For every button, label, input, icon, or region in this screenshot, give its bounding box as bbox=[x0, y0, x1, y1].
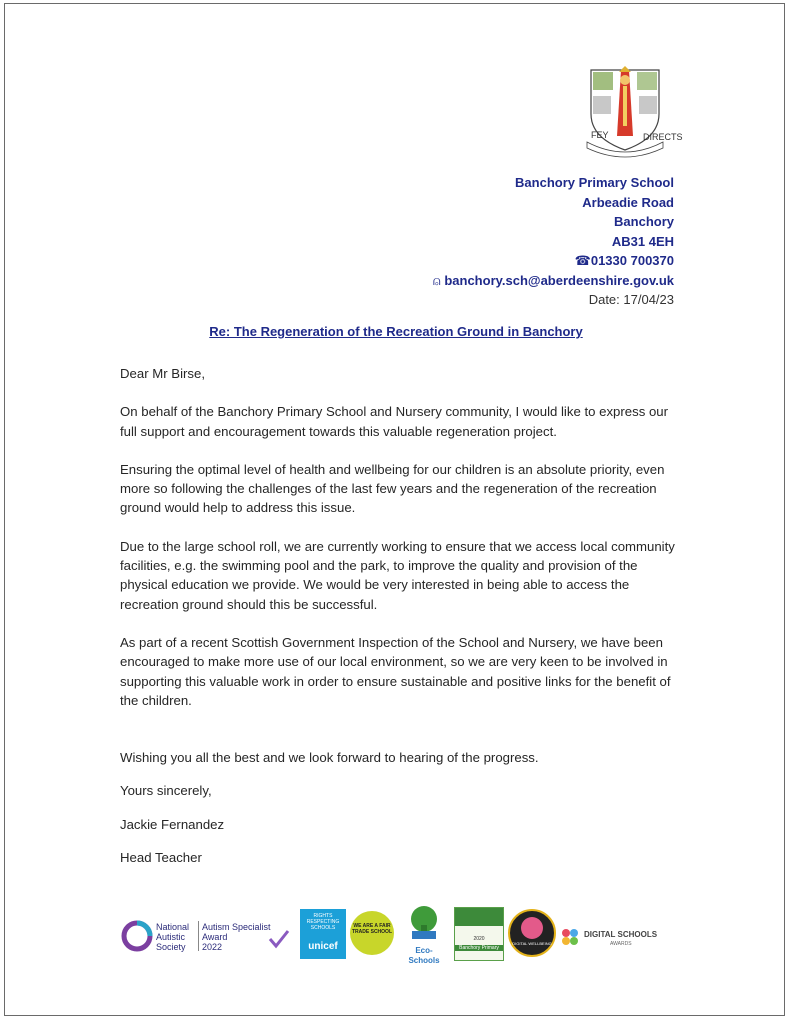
sign-off: Yours sincerely, bbox=[120, 783, 212, 799]
digital-schools-awards-logo bbox=[560, 927, 670, 951]
school-postcode: AB31 4EH bbox=[611, 233, 674, 249]
school-email-line bbox=[433, 271, 674, 291]
nas-autism-award-logo bbox=[118, 919, 294, 955]
nas-line3: Society bbox=[156, 942, 186, 952]
tree-icon bbox=[404, 905, 444, 941]
nas-ring-icon bbox=[120, 919, 154, 953]
school-name: Banchory Primary School bbox=[515, 175, 674, 190]
telephone-icon: ☎ bbox=[574, 253, 591, 268]
letter-body bbox=[120, 364, 680, 886]
signatory-name: Jackie Fernandez bbox=[120, 816, 225, 832]
salutation: Dear Mr Birse, bbox=[120, 366, 205, 381]
unicef-brand: unicef bbox=[308, 941, 338, 952]
paragraph: On behalf of the Banchory Primary School and Nursery community, I would like to express our full support and encouragement towards this valuable regeneration project. bbox=[120, 404, 669, 439]
outdoor-badge-year: 2020 bbox=[473, 936, 485, 942]
letter-subject: Re: The Regeneration of the Recreation Ground in Banchory bbox=[209, 324, 583, 339]
fairtrade-school-logo bbox=[350, 911, 394, 955]
outdoor-badge-school: Banchory Primary bbox=[455, 945, 503, 951]
school-phone-line bbox=[433, 251, 674, 271]
mouse-icon: ⍝ bbox=[432, 272, 441, 288]
nas-award-line1: Autism Specialist bbox=[202, 922, 271, 932]
signatory-title: Head Teacher bbox=[120, 850, 202, 866]
school-email[interactable]: banchory.sch@aberdeenshire.gov.uk bbox=[444, 272, 674, 288]
nas-line1: National bbox=[156, 922, 190, 932]
paragraph: As part of a recent Scottish Government Inspection of the School and Nursery, we have been encouraged to make more use of our local environment, so we are very keen to be involved in supporting this valuable work in order to ensure sustainable and positive links for the benefit of the children. bbox=[120, 634, 671, 708]
unicef-rights-respecting-logo bbox=[300, 909, 346, 959]
eco-schools-logo bbox=[400, 905, 448, 965]
digital-badge-text: DIGITAL WELLBEING bbox=[512, 941, 552, 946]
accreditation-logos bbox=[118, 905, 678, 965]
letter-date: Date: 17/04/23 bbox=[588, 292, 674, 307]
crest-motto-right: DIRECTS bbox=[643, 132, 683, 142]
digital-wellbeing-badge bbox=[508, 909, 556, 957]
school-crest-logo bbox=[585, 66, 683, 158]
eco-schools-text: Eco-Schools bbox=[408, 946, 440, 965]
school-phone: 01330 700370 bbox=[590, 253, 674, 268]
school-address bbox=[433, 173, 674, 310]
nas-award-year: 2022 bbox=[202, 942, 223, 952]
unicef-top-text: RIGHTS RESPECTING SCHOOLS bbox=[306, 913, 340, 931]
paragraph: Ensuring the optimal level of health and wellbeing for our children is an absolute priority, even more so following the challenges of the last few years and the regeneration of the recreation ground would help to address this issue. bbox=[120, 461, 665, 516]
letter-subject-line bbox=[0, 324, 792, 339]
tick-icon bbox=[268, 929, 290, 949]
school-street: Arbeadie Road bbox=[582, 194, 674, 210]
digital-awards-line1: DIGITAL SCHOOLS bbox=[584, 930, 658, 939]
nas-award-line2: Award bbox=[202, 932, 228, 942]
digital-schools-icon bbox=[560, 927, 580, 947]
fairtrade-text: WE ARE A FAIR TRADE SCHOOL bbox=[352, 923, 392, 935]
nas-line2: Autistic bbox=[156, 932, 186, 942]
crest-motto-left: FEY bbox=[591, 130, 609, 140]
digital-awards-line2: AWARDS bbox=[610, 941, 632, 947]
paragraph: Due to the large school roll, we are currently working to ensure that we access local community facilities, e.g. the swimming pool and the park, to improve the quality and provision of the physical education we provide. We would be very interested in being able to access the recreation ground should this be successful. bbox=[120, 538, 675, 612]
outdoor-learning-badge bbox=[454, 907, 504, 961]
school-town: Banchory bbox=[614, 214, 674, 229]
closing-line: Wishing you all the best and we look forward to hearing of the progress. bbox=[120, 750, 539, 766]
